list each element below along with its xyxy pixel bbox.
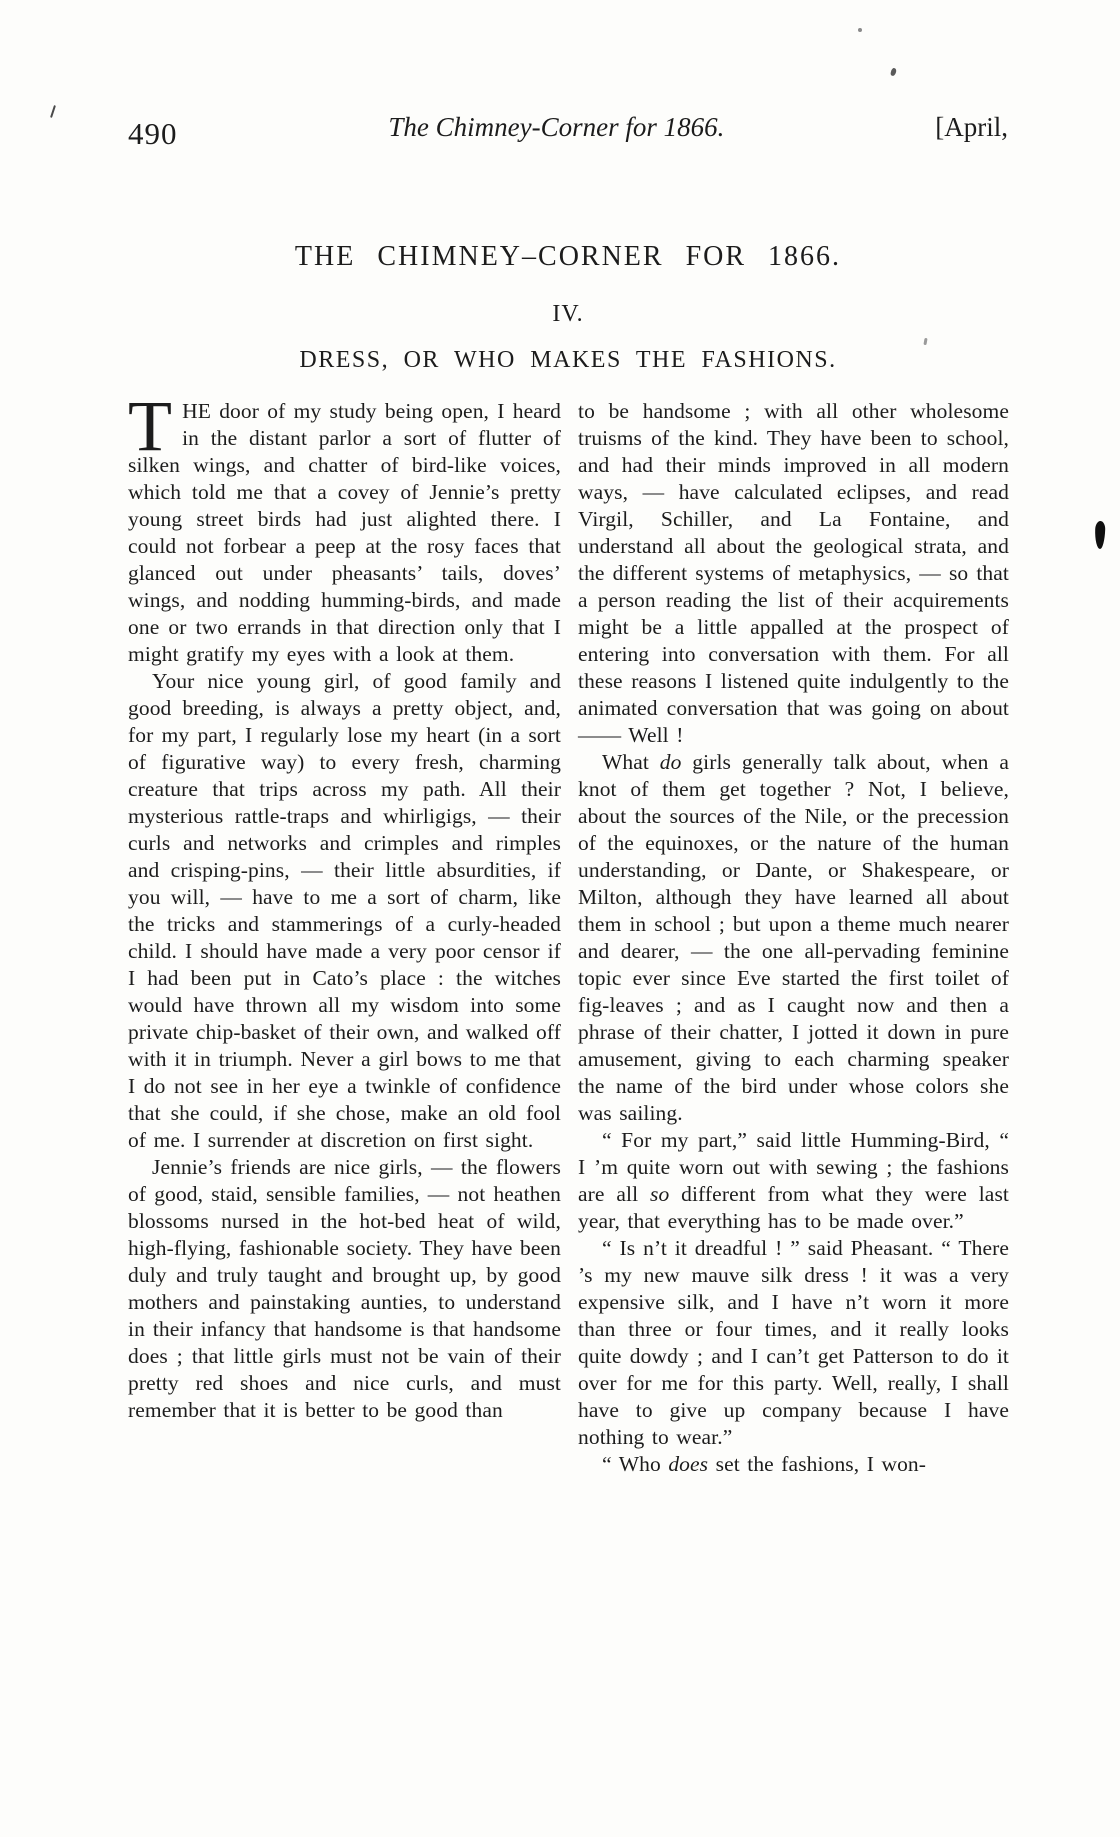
chapter-title: DRESS, OR WHO MAKES THE FASHIONS. [299, 347, 837, 373]
paragraph [128, 386, 561, 668]
text-segment: different from what they were last year, that everything has to be made over.” [578, 1182, 1009, 1233]
text-segment: Your nice young girl, of good family and good breeding, is always a pretty object, and, for my part, I regularly lose my heart (in a sort of figurative way) to every fresh, charming creature that trips across my path. All their mysterious rattle-traps and whirligigs, — their curls and networks and crimples and rimples and crisping-pins, — their little absurdities, if you will, — have to me a sort of charm, like the tricks and stammerings of a curly-headed child. I should have made a very poor censor if I had been put in Cato’s place : the witches would have thrown all my wisdom into some private chip-basket of their own, and walked off with it in triumph. Never a girl bows to me that I do not see in her eye a twinkle of confidence that she could, if she chose, make an old fool of me. I surrender at discretion on first sight. [128, 669, 561, 1152]
paragraph [578, 749, 1009, 1127]
text-column-right [578, 398, 1009, 1478]
text-segment: girls generally talk about, when a knot of them get together ? Not, I believe, about the sources of the Nile, or the precession of the equinoxes, or the nature of the human understanding, or Dante, or Shakespeare, or Milton, although they have learned all about them in school ; but upon a theme much nearer and dearer, — the one all-pervading feminine topic ever since Eve started the first toilet of fig-leaves ; and as I caught now and then a phrase of their chatter, I jotted it down in pure amusement, giving to each charming speaker the name of the bird under whose colors she was sailing. [578, 750, 1009, 1125]
text-segment: “ Who [602, 1452, 669, 1476]
ink-speck [50, 105, 56, 118]
paragraph [578, 1235, 1009, 1451]
text-segment: so [649, 1182, 670, 1206]
paragraph [128, 1154, 561, 1424]
drop-cap: T [128, 386, 173, 466]
article-title: THE CHIMNEY–CORNER FOR 1866. [294, 241, 842, 272]
ink-blot [1095, 521, 1106, 549]
ink-speck [890, 67, 897, 76]
text-segment: What [602, 750, 660, 774]
text-segment: to be handsome ; with all other wholesome truisms of the kind. They have been to school, and had their minds improved in all modern ways, — have calculated eclipses, and read Virgil, Schiller, and La Fontaine, and understand all about the geological strata, and the different systems of metaphysics, — so that a person reading the list of their acquirements might be a little appalled at the prospect of entering into conversation with them. For all these reasons I listened quite indulgently to the animated conversation that was going on about —— Well ! [578, 399, 1009, 747]
ink-speck [923, 338, 927, 345]
text-segment: set the fashions, I won- [708, 1452, 927, 1476]
paragraph [578, 398, 1009, 749]
running-title: The Chimney-Corner for 1866. [388, 112, 725, 142]
text-segment: “ For my part,” said little Humming-Bird, “ I ’m quite worn out with sewing ; the fashions are all [578, 1128, 1009, 1206]
issue-label: [April, [935, 112, 1008, 142]
page-number: 490 [128, 116, 178, 151]
paragraph [578, 1127, 1009, 1235]
section-number: IV. [552, 301, 584, 327]
paragraph [578, 1451, 1009, 1478]
running-header [128, 108, 1008, 151]
text-segment: does [668, 1452, 709, 1476]
text-segment: “ Is n’t it dreadful ! ” said Pheasant. “ There ’s my new mauve silk dress ! it was a very expensive silk, and I have n’t worn it more than three or four times, and it really looks quite dowdy ; and I can’t get Patterson to do it over for me for this party. Well, really, I shall have to give up company because I have nothing to wear.” [578, 1236, 1009, 1449]
paragraph [128, 668, 561, 1154]
text-segment: HE door of my study being open, I heard in the distant parlor a sort of flutter of silken wings, and chatter of bird-like voices, which told me that a covey of Jennie’s pretty young street birds had just alighted there. I could not forbear a peep at the rosy faces that glanced out under pheasants’ tails, doves’ wings, and nodding humming-birds, and made one or two errands in that direction only that I might gratify my eyes with a look at them. [128, 399, 561, 666]
ink-speck [858, 28, 862, 32]
text-segment: Jennie’s friends are nice girls, — the flowers of good, staid, sensible families, — not heathen blossoms nursed in the hot-bed heat of wild, high-flying, fashionable society. They have been duly and truly taught and brought up, by good mothers and painstaking aunties, to understand in their infancy that handsome is that handsome does ; that little girls must not be vain of their pretty red shoes and nice curls, and must remember that it is better to be good than [128, 1155, 561, 1422]
text-segment: do [659, 750, 682, 774]
text-column-left [128, 386, 561, 1424]
